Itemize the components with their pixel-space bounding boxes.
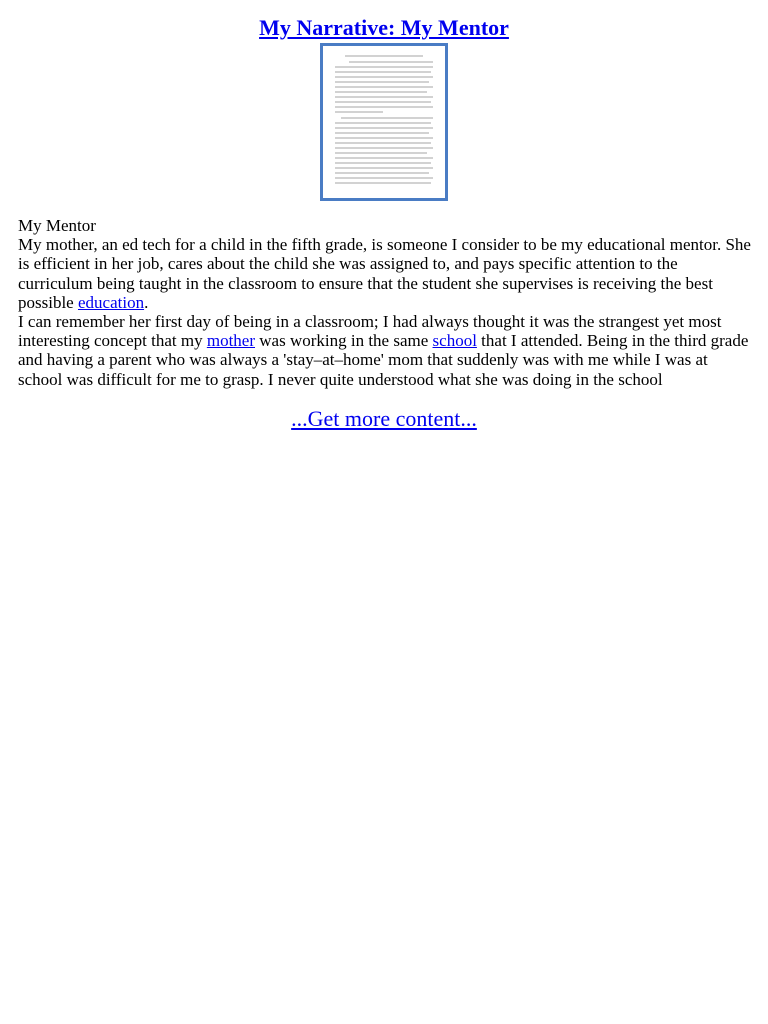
paragraph-1-text: My mother, an ed tech for a child in the fifth grade, is someone I consider to be my educational mentor. She is efficient in her job, cares about the child she was assigned to, and pays specific attention to the curriculum being taught in the classroom to ensure that the student she supervises is receiving the best possible bbox=[18, 235, 751, 312]
paragraph-2 bbox=[18, 312, 753, 389]
article-content bbox=[18, 216, 753, 389]
document-page-preview bbox=[323, 46, 445, 198]
mother-link[interactable]: mother bbox=[206, 331, 255, 351]
paragraph-2-text-start: I can remember her first day of being in a classroom; I had always thought it was the strangest yet most interesting concept that my bbox=[18, 312, 722, 351]
page-title-link[interactable]: My Narrative: My Mentor bbox=[259, 15, 509, 40]
school-link[interactable]: school bbox=[432, 331, 477, 351]
title-container bbox=[0, 14, 768, 42]
paragraph-1 bbox=[18, 235, 753, 312]
paragraph-2-text-middle: was working in the same bbox=[255, 331, 433, 351]
more-content-container bbox=[0, 406, 768, 432]
paragraph-1-end: . bbox=[144, 292, 149, 312]
article-heading: My Mentor bbox=[18, 216, 96, 235]
get-more-content-link[interactable]: ...Get more content... bbox=[291, 406, 477, 431]
education-link[interactable]: education bbox=[77, 292, 145, 312]
paragraph-2-text-end: that I attended. Being in the third grade and having a parent who was always a 'stay–at–home' mom that suddenly was with me while I was at school was difficult for me to grasp. I never quite understood what she was doing in the school bbox=[18, 331, 749, 389]
document-thumbnail[interactable] bbox=[320, 43, 448, 201]
